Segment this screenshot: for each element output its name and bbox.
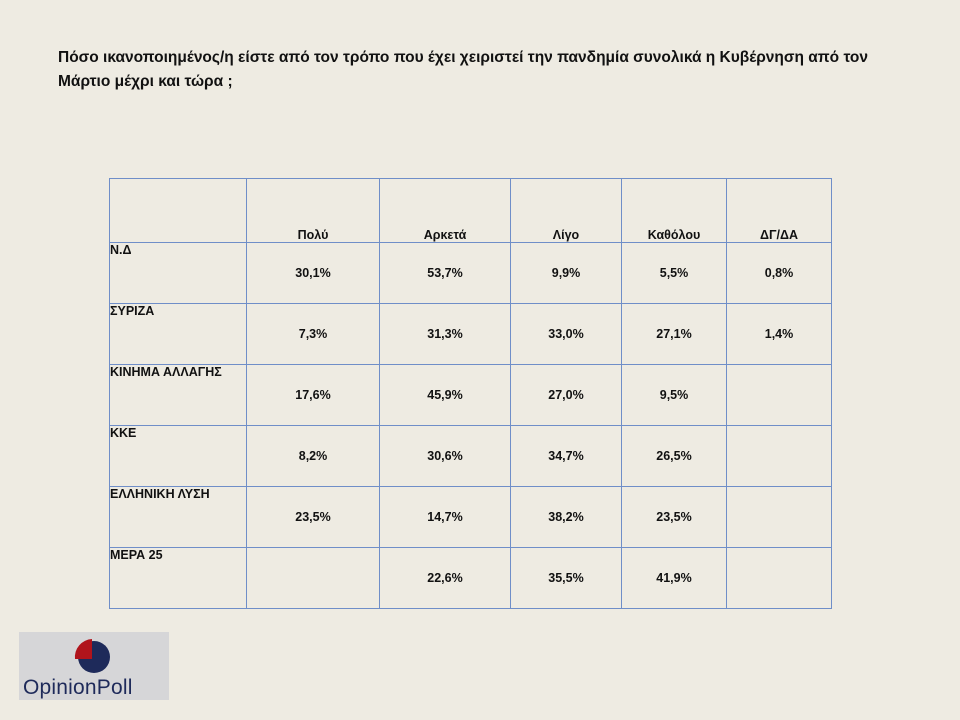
- table-cell: 27,1%: [622, 304, 727, 365]
- row-label: ΜΕΡΑ 25: [110, 548, 247, 609]
- table-cell: 5,5%: [622, 243, 727, 304]
- table-cell: 7,3%: [247, 304, 380, 365]
- table-row: [110, 548, 832, 609]
- logo-circle-icon: [67, 635, 119, 675]
- table-cell: [247, 548, 380, 609]
- table-cell: 0,8%: [727, 243, 832, 304]
- table-cell: 9,9%: [511, 243, 622, 304]
- table-row: [110, 487, 832, 548]
- table-row: [110, 243, 832, 304]
- column-header-poly: Πολύ: [247, 179, 380, 243]
- table-cell: 41,9%: [622, 548, 727, 609]
- table-cell: 45,9%: [380, 365, 511, 426]
- row-label: ΚΚΕ: [110, 426, 247, 487]
- table-cell: 30,6%: [380, 426, 511, 487]
- table-cell: 14,7%: [380, 487, 511, 548]
- chart-title: Πόσο ικανοποιημένος/η είστε από τον τρόπο που έχει χειριστεί την πανδημία συνολικά η Κυβέρνηση από τον Μάρτιο μέχρι και τώρα ;: [58, 49, 869, 90]
- row-label: ΚΙΝΗΜΑ ΑΛΛΑΓΗΣ: [110, 365, 247, 426]
- table-cell: 26,5%: [622, 426, 727, 487]
- table-cell: 31,3%: [380, 304, 511, 365]
- column-header-ligo: Λίγο: [511, 179, 622, 243]
- column-header-katholou: Καθόλου: [622, 179, 727, 243]
- row-label: Ν.Δ: [110, 243, 247, 304]
- table-cell: 34,7%: [511, 426, 622, 487]
- column-header-dg-da: ΔΓ/ΔΑ: [727, 179, 832, 243]
- opinionpoll-logo: [19, 632, 169, 700]
- table-cell: 1,4%: [727, 304, 832, 365]
- table-cell: 17,6%: [247, 365, 380, 426]
- column-header-arketa: Αρκετά: [380, 179, 511, 243]
- table-row: [110, 426, 832, 487]
- table-cell: [727, 365, 832, 426]
- table-cell: 53,7%: [380, 243, 511, 304]
- table-cell: [727, 487, 832, 548]
- row-label: ΕΛΛΗΝΙΚΗ ΛΥΣΗ: [110, 487, 247, 548]
- table-cell: 30,1%: [247, 243, 380, 304]
- table-row: [110, 365, 832, 426]
- table-cell: 9,5%: [622, 365, 727, 426]
- header-row: [110, 179, 832, 243]
- table-cell: [727, 548, 832, 609]
- table-cell: 38,2%: [511, 487, 622, 548]
- corner-cell: [110, 179, 247, 243]
- row-label: ΣΥΡΙΖΑ: [110, 304, 247, 365]
- table-cell: 27,0%: [511, 365, 622, 426]
- table-cell: 23,5%: [247, 487, 380, 548]
- table-cell: 8,2%: [247, 426, 380, 487]
- logo-text: OpinionPoll: [23, 676, 133, 699]
- table-cell: 33,0%: [511, 304, 622, 365]
- table-cell: 35,5%: [511, 548, 622, 609]
- table-cell: [727, 426, 832, 487]
- table-row: [110, 304, 832, 365]
- table-cell: 23,5%: [622, 487, 727, 548]
- results-table: [109, 178, 832, 609]
- table-cell: 22,6%: [380, 548, 511, 609]
